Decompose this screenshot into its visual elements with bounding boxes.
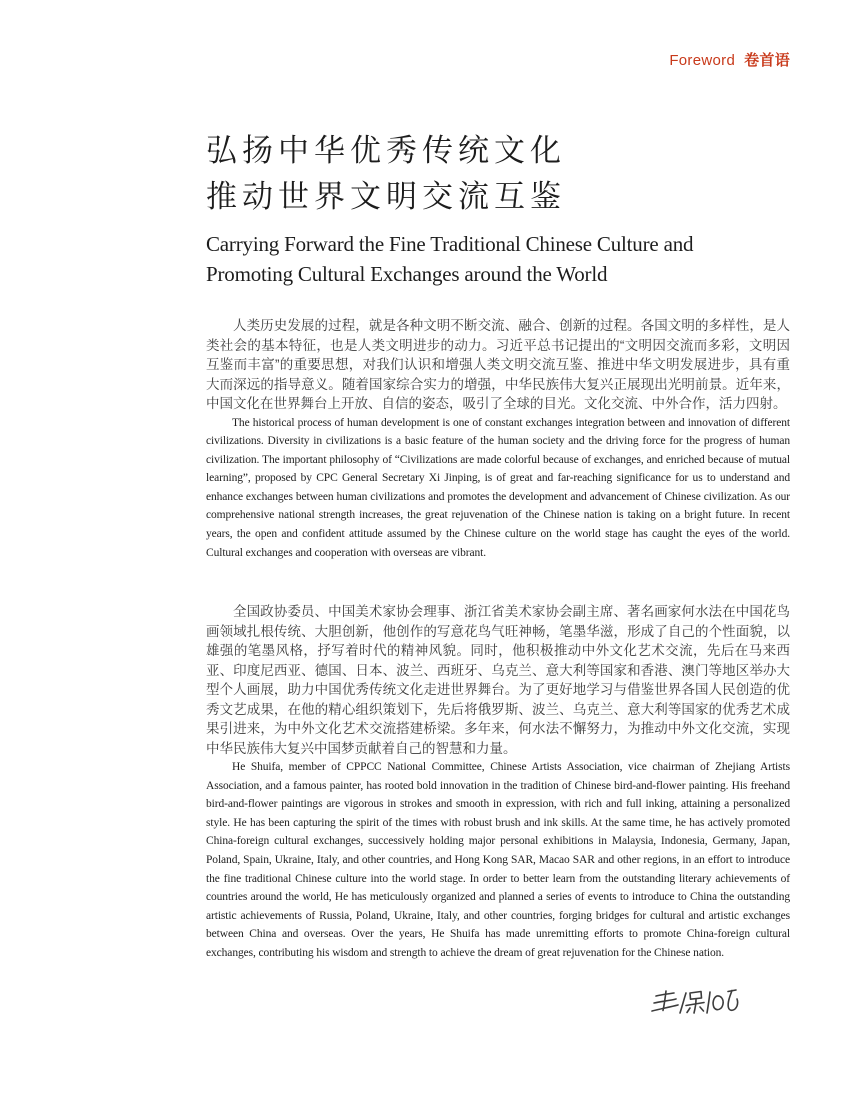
- page-title-en: [206, 229, 790, 289]
- paragraph-en-2: He Shuifa, member of CPPCC National Committee, Chinese Artists Association, vice chairman of Zhejiang Artists Association, and a famous painter, has rooted bold innovation in the tradition of Chinese bird-and-flower painting. His freehand bird-and-flower paintings are vigorous in strokes and smooth in expression, with rich and full inking, attaining a personalized style. He has been capturing the spirit of the times with robust brush and ink skills. At the same time, he has actively promoted China-foreign cultural exchanges, successively holding major personal exhibitions in Malaysia, Indonesia, Germany, Japan, Poland, Spain, Ukraine, Italy, and other countries, and Hong Kong SAR, Macao SAR and other regions, in an effort to introduce the fine traditional Chinese culture into the world stage. In order to better learn from the outstanding literary achievements of countries around the world, He has meticulously organized and planned a series of events to introduce to China the outstanding artistic achievements of Russia, Poland, Ukraine, Italy, and other countries, forging bridges for cultural and artistic exchanges between China and overseas. Over the years, He Shuifa has made unremitting efforts to promote China-foreign cultural exchanges, contributing his wisdom and strength to achieve the dream of great rejuvenation for the Chinese nation.: [206, 761, 790, 959]
- foreword-label-en: Foreword: [669, 52, 736, 69]
- title-block: [206, 128, 790, 289]
- page-title-en-line1: Carrying Forward the Fine Traditional Chinese Culture and: [206, 232, 694, 256]
- body-section-2: [206, 602, 790, 963]
- paragraph-zh-1: 人类历史发展的过程，就是各种文明不断交流、融合、创新的过程。各国文明的多样性，是人类社会的基本特征，也是人类文明进步的动力。习近平总书记提出的“文明因交流而多彩，文明因互鉴而丰富”的重要思想，对我们认识和增强人类文明交流互鉴、推进中华文明发展进步，具有重大而深远的指导意义。随着国家综合实力的增强，中华民族伟大复兴正展现出光明前景。近年来，中国文化在世界舞台上开放、自信的姿态，吸引了全球的目光。文化交流、中外合作，活力四射。: [206, 318, 790, 411]
- page-title-en-line2: Promoting Cultural Exchanges around the World: [206, 262, 608, 286]
- author-signature: [644, 983, 740, 1025]
- paragraph-en-1: The historical process of human development is one of constant exchanges integration between and innovation of different civilizations. Diversity in civilizations is a basic feature of the human society and the driving force for the progress of human civilization. The important philosophy of “Civilizations are made colorful because of exchanges, and enriched because of mutual learning”, proposed by CPC General Secretary Xi Jinping, is of great and far-reaching significance for us to understand and enhance exchanges between human civilizations and promotes the development and advancement of Chinese civilization. As our comprehensive national strength increases, the great rejuvenation of the Chinese nation is taking on a bright future. In recent years, the open and confident attitude assumed by the Chinese culture on the world stage has caught the eyes of the world. Cultural exchanges and cooperation with overseas are vibrant.: [206, 416, 790, 559]
- foreword-label-zh: 卷首语: [744, 52, 790, 69]
- paragraph-zh-2: 全国政协委员、中国美术家协会理事、浙江省美术家协会副主席、著名画家何水法在中国花鸟画领域扎根传统、大胆创新，他创作的写意花鸟气旺神畅，笔墨华滋，形成了自己的个性面貌，以雄强的笔墨风格，抒写着时代的精神风貌。同时，他积极推动中外文化艺术交流，先后在马来西亚、印度尼西亚、德国、日本、波兰、西班牙、乌克兰、意大利等国家和香港、澳门等地区举办大型个人画展，助力中国优秀传统文化走进世界舞台。为了更好地学习与借鉴世界各国人民创造的优秀文艺成果，在他的精心组织策划下，先后将俄罗斯、波兰、乌克兰、意大利等国家的优秀艺术成果引进来，为中外文化艺术交流搭建桥梁。多年来，何水法不懈努力，为推动中外文化交流，实现中华民族伟大复兴中国梦贡献着自己的智慧和力量。: [206, 604, 790, 756]
- page-title-zh-line1: 弘扬中华优秀传统文化: [206, 133, 566, 168]
- signature-handwriting-icon: [644, 983, 740, 1025]
- page-title-zh-line2: 推动世界文明交流互鉴: [206, 179, 566, 214]
- page-corner-label: [669, 49, 790, 70]
- body-section-1: [206, 316, 790, 562]
